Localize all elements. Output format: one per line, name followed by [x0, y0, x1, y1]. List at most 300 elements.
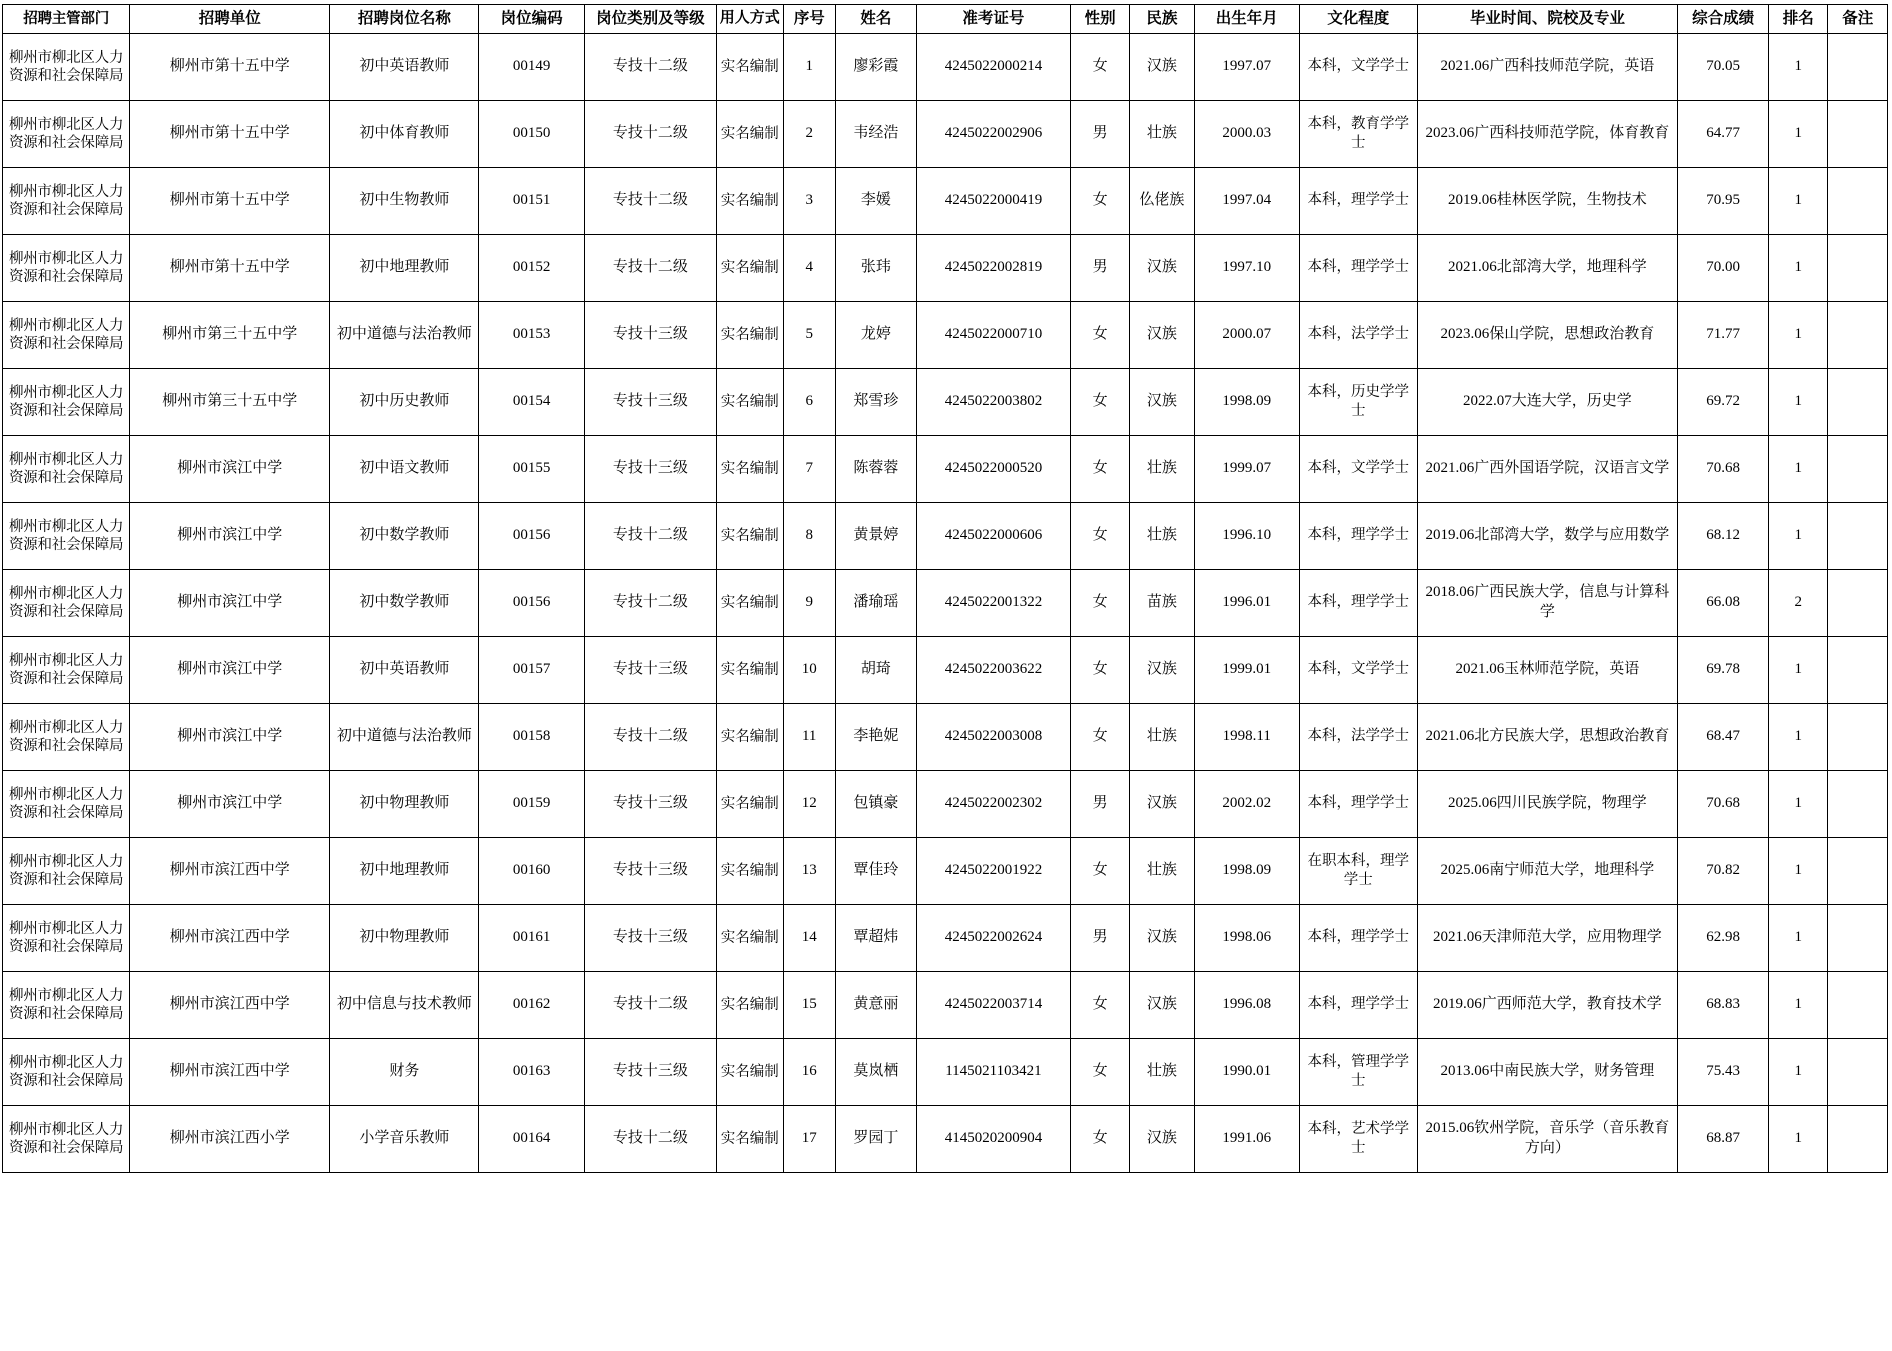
cell-name: 潘瑜瑶 — [835, 569, 916, 636]
cell-category: 专技十三级 — [584, 770, 716, 837]
column-header-graduation: 毕业时间、院校及专业 — [1417, 5, 1678, 34]
cell-seq: 16 — [783, 1038, 835, 1105]
cell-birth: 1998.09 — [1194, 837, 1299, 904]
cell-unit: 柳州市第十五中学 — [130, 100, 330, 167]
cell-seq: 9 — [783, 569, 835, 636]
cell-unit: 柳州市滨江西中学 — [130, 1038, 330, 1105]
cell-dept: 柳州市柳北区人力资源和社会保障局 — [3, 368, 130, 435]
cell-score: 70.05 — [1678, 33, 1769, 100]
cell-dept: 柳州市柳北区人力资源和社会保障局 — [3, 703, 130, 770]
cell-category: 专技十二级 — [584, 703, 716, 770]
cell-name: 廖彩霞 — [835, 33, 916, 100]
cell-category: 专技十二级 — [584, 167, 716, 234]
cell-code: 00160 — [479, 837, 584, 904]
cell-exam-no: 4245022000520 — [916, 435, 1070, 502]
cell-education: 本科，理学学士 — [1299, 971, 1417, 1038]
cell-birth: 1999.01 — [1194, 636, 1299, 703]
cell-education: 本科，理学学士 — [1299, 569, 1417, 636]
cell-name: 龙婷 — [835, 301, 916, 368]
cell-code: 00164 — [479, 1105, 584, 1172]
cell-education: 本科，管理学学士 — [1299, 1038, 1417, 1105]
cell-dept: 柳州市柳北区人力资源和社会保障局 — [3, 837, 130, 904]
cell-category: 专技十三级 — [584, 435, 716, 502]
cell-graduation: 2021.06广西外国语学院，汉语言文学 — [1417, 435, 1678, 502]
cell-education: 本科，历史学学士 — [1299, 368, 1417, 435]
cell-nation: 壮族 — [1130, 100, 1194, 167]
cell-birth: 1997.10 — [1194, 234, 1299, 301]
cell-code: 00162 — [479, 971, 584, 1038]
cell-category: 专技十二级 — [584, 100, 716, 167]
cell-unit: 柳州市滨江中学 — [130, 636, 330, 703]
cell-dept: 柳州市柳北区人力资源和社会保障局 — [3, 636, 130, 703]
cell-note — [1828, 1038, 1888, 1105]
cell-sex: 女 — [1070, 301, 1129, 368]
cell-birth: 2000.07 — [1194, 301, 1299, 368]
cell-rank: 1 — [1769, 167, 1828, 234]
cell-exam-no: 4245022002302 — [916, 770, 1070, 837]
cell-unit: 柳州市滨江西小学 — [130, 1105, 330, 1172]
cell-education: 本科，文学学士 — [1299, 435, 1417, 502]
cell-nation: 汉族 — [1130, 1105, 1194, 1172]
cell-employment: 实名编制 — [716, 703, 783, 770]
table-body — [3, 33, 1888, 1172]
cell-name: 罗园丁 — [835, 1105, 916, 1172]
cell-seq: 7 — [783, 435, 835, 502]
cell-employment: 实名编制 — [716, 1038, 783, 1105]
column-header-code: 岗位编码 — [479, 5, 584, 34]
cell-employment: 实名编制 — [716, 100, 783, 167]
cell-rank: 1 — [1769, 100, 1828, 167]
cell-code: 00157 — [479, 636, 584, 703]
column-header-dept: 招聘主管部门 — [3, 5, 130, 34]
column-header-unit: 招聘单位 — [130, 5, 330, 34]
cell-category: 专技十二级 — [584, 33, 716, 100]
cell-score: 68.83 — [1678, 971, 1769, 1038]
cell-exam-no: 4245022003802 — [916, 368, 1070, 435]
cell-note — [1828, 301, 1888, 368]
column-header-note: 备注 — [1828, 5, 1888, 34]
cell-graduation: 2013.06中南民族大学，财务管理 — [1417, 1038, 1678, 1105]
cell-note — [1828, 904, 1888, 971]
cell-graduation: 2022.07大连大学，历史学 — [1417, 368, 1678, 435]
cell-graduation: 2021.06天津师范大学，应用物理学 — [1417, 904, 1678, 971]
cell-rank: 1 — [1769, 971, 1828, 1038]
cell-unit: 柳州市滨江中学 — [130, 435, 330, 502]
cell-exam-no: 4245022000606 — [916, 502, 1070, 569]
cell-score: 70.68 — [1678, 435, 1769, 502]
cell-unit: 柳州市滨江中学 — [130, 770, 330, 837]
cell-seq: 6 — [783, 368, 835, 435]
cell-education: 本科，法学学士 — [1299, 703, 1417, 770]
cell-post: 初中英语教师 — [330, 33, 479, 100]
cell-post: 初中物理教师 — [330, 770, 479, 837]
cell-note — [1828, 100, 1888, 167]
cell-nation: 汉族 — [1130, 234, 1194, 301]
cell-post: 初中物理教师 — [330, 904, 479, 971]
cell-graduation: 2019.06广西师范大学，教育技术学 — [1417, 971, 1678, 1038]
cell-exam-no: 4245022003008 — [916, 703, 1070, 770]
cell-post: 初中英语教师 — [330, 636, 479, 703]
table-row — [3, 971, 1888, 1038]
cell-category: 专技十二级 — [584, 234, 716, 301]
cell-seq: 15 — [783, 971, 835, 1038]
cell-birth: 1998.09 — [1194, 368, 1299, 435]
table-row — [3, 569, 1888, 636]
cell-sex: 女 — [1070, 33, 1129, 100]
cell-code: 00155 — [479, 435, 584, 502]
cell-dept: 柳州市柳北区人力资源和社会保障局 — [3, 1038, 130, 1105]
cell-score: 68.12 — [1678, 502, 1769, 569]
cell-dept: 柳州市柳北区人力资源和社会保障局 — [3, 33, 130, 100]
cell-score: 71.77 — [1678, 301, 1769, 368]
cell-code: 00159 — [479, 770, 584, 837]
cell-seq: 4 — [783, 234, 835, 301]
cell-graduation: 2021.06北部湾大学，地理科学 — [1417, 234, 1678, 301]
cell-dept: 柳州市柳北区人力资源和社会保障局 — [3, 569, 130, 636]
cell-seq: 3 — [783, 167, 835, 234]
cell-post: 小学音乐教师 — [330, 1105, 479, 1172]
cell-unit: 柳州市第十五中学 — [130, 167, 330, 234]
cell-rank: 1 — [1769, 234, 1828, 301]
cell-birth: 1998.11 — [1194, 703, 1299, 770]
cell-score: 75.43 — [1678, 1038, 1769, 1105]
cell-education: 本科，教育学学士 — [1299, 100, 1417, 167]
cell-name: 胡琦 — [835, 636, 916, 703]
cell-employment: 实名编制 — [716, 569, 783, 636]
cell-seq: 17 — [783, 1105, 835, 1172]
cell-name: 莫岚栖 — [835, 1038, 916, 1105]
cell-unit: 柳州市滨江中学 — [130, 502, 330, 569]
column-header-score: 综合成绩 — [1678, 5, 1769, 34]
cell-birth: 1991.06 — [1194, 1105, 1299, 1172]
cell-note — [1828, 435, 1888, 502]
cell-birth: 1996.01 — [1194, 569, 1299, 636]
cell-dept: 柳州市柳北区人力资源和社会保障局 — [3, 971, 130, 1038]
cell-nation: 壮族 — [1130, 435, 1194, 502]
cell-unit: 柳州市滨江中学 — [130, 569, 330, 636]
cell-graduation: 2025.06南宁师范大学，地理科学 — [1417, 837, 1678, 904]
cell-rank: 1 — [1769, 368, 1828, 435]
cell-category: 专技十三级 — [584, 636, 716, 703]
cell-post: 初中生物教师 — [330, 167, 479, 234]
cell-nation: 壮族 — [1130, 837, 1194, 904]
cell-birth: 1990.01 — [1194, 1038, 1299, 1105]
table-row — [3, 502, 1888, 569]
cell-note — [1828, 636, 1888, 703]
cell-seq: 1 — [783, 33, 835, 100]
cell-name: 包镇豪 — [835, 770, 916, 837]
cell-name: 郑雪珍 — [835, 368, 916, 435]
cell-category: 专技十三级 — [584, 1038, 716, 1105]
cell-exam-no: 1145021103421 — [916, 1038, 1070, 1105]
cell-exam-no: 4245022001922 — [916, 837, 1070, 904]
cell-name: 黄意丽 — [835, 971, 916, 1038]
cell-score: 70.82 — [1678, 837, 1769, 904]
cell-post: 初中道德与法治教师 — [330, 301, 479, 368]
cell-education: 本科，理学学士 — [1299, 904, 1417, 971]
cell-code: 00156 — [479, 569, 584, 636]
cell-dept: 柳州市柳北区人力资源和社会保障局 — [3, 100, 130, 167]
cell-score: 70.95 — [1678, 167, 1769, 234]
cell-code: 00163 — [479, 1038, 584, 1105]
cell-sex: 女 — [1070, 1105, 1129, 1172]
cell-exam-no: 4245022000710 — [916, 301, 1070, 368]
cell-dept: 柳州市柳北区人力资源和社会保障局 — [3, 301, 130, 368]
cell-note — [1828, 33, 1888, 100]
cell-nation: 汉族 — [1130, 301, 1194, 368]
cell-seq: 12 — [783, 770, 835, 837]
cell-seq: 10 — [783, 636, 835, 703]
cell-score: 64.77 — [1678, 100, 1769, 167]
cell-nation: 汉族 — [1130, 33, 1194, 100]
cell-exam-no: 4245022002624 — [916, 904, 1070, 971]
cell-employment: 实名编制 — [716, 502, 783, 569]
cell-education: 本科，理学学士 — [1299, 234, 1417, 301]
cell-name: 李媛 — [835, 167, 916, 234]
cell-exam-no: 4145020200904 — [916, 1105, 1070, 1172]
cell-employment: 实名编制 — [716, 368, 783, 435]
cell-graduation: 2019.06北部湾大学，数学与应用数学 — [1417, 502, 1678, 569]
cell-post: 初中数学教师 — [330, 502, 479, 569]
cell-note — [1828, 569, 1888, 636]
cell-exam-no: 4245022003622 — [916, 636, 1070, 703]
cell-code: 00153 — [479, 301, 584, 368]
column-header-seq: 序号 — [783, 5, 835, 34]
cell-nation: 仫佬族 — [1130, 167, 1194, 234]
cell-education: 本科，艺术学学士 — [1299, 1105, 1417, 1172]
cell-note — [1828, 770, 1888, 837]
cell-education: 本科，理学学士 — [1299, 502, 1417, 569]
cell-name: 韦经浩 — [835, 100, 916, 167]
cell-sex: 男 — [1070, 100, 1129, 167]
cell-score: 68.87 — [1678, 1105, 1769, 1172]
cell-graduation: 2023.06保山学院，思想政治教育 — [1417, 301, 1678, 368]
cell-post: 初中地理教师 — [330, 837, 479, 904]
table-row — [3, 904, 1888, 971]
cell-dept: 柳州市柳北区人力资源和社会保障局 — [3, 770, 130, 837]
cell-seq: 5 — [783, 301, 835, 368]
cell-exam-no: 4245022002906 — [916, 100, 1070, 167]
column-header-name: 姓名 — [835, 5, 916, 34]
cell-employment: 实名编制 — [716, 234, 783, 301]
cell-exam-no: 4245022000214 — [916, 33, 1070, 100]
cell-code: 00152 — [479, 234, 584, 301]
cell-post: 初中历史教师 — [330, 368, 479, 435]
cell-rank: 2 — [1769, 569, 1828, 636]
cell-code: 00149 — [479, 33, 584, 100]
cell-code: 00150 — [479, 100, 584, 167]
cell-category: 专技十三级 — [584, 301, 716, 368]
cell-note — [1828, 368, 1888, 435]
cell-note — [1828, 502, 1888, 569]
table-row — [3, 33, 1888, 100]
cell-nation: 壮族 — [1130, 1038, 1194, 1105]
cell-nation: 汉族 — [1130, 770, 1194, 837]
cell-seq: 8 — [783, 502, 835, 569]
cell-code: 00161 — [479, 904, 584, 971]
column-header-nation: 民族 — [1130, 5, 1194, 34]
cell-note — [1828, 837, 1888, 904]
cell-score: 62.98 — [1678, 904, 1769, 971]
table-row — [3, 1038, 1888, 1105]
cell-birth: 1996.08 — [1194, 971, 1299, 1038]
cell-seq: 14 — [783, 904, 835, 971]
cell-graduation: 2018.06广西民族大学，信息与计算科学 — [1417, 569, 1678, 636]
cell-post: 财务 — [330, 1038, 479, 1105]
cell-unit: 柳州市第三十五中学 — [130, 301, 330, 368]
column-header-education: 文化程度 — [1299, 5, 1417, 34]
cell-name: 张玮 — [835, 234, 916, 301]
cell-score: 68.47 — [1678, 703, 1769, 770]
cell-unit: 柳州市第十五中学 — [130, 234, 330, 301]
cell-category: 专技十二级 — [584, 502, 716, 569]
cell-sex: 女 — [1070, 636, 1129, 703]
cell-birth: 1997.04 — [1194, 167, 1299, 234]
column-header-exam-no: 准考证号 — [916, 5, 1070, 34]
cell-unit: 柳州市滨江西中学 — [130, 971, 330, 1038]
cell-graduation: 2025.06四川民族学院，物理学 — [1417, 770, 1678, 837]
cell-note — [1828, 971, 1888, 1038]
cell-post: 初中语文教师 — [330, 435, 479, 502]
cell-rank: 1 — [1769, 502, 1828, 569]
cell-dept: 柳州市柳北区人力资源和社会保障局 — [3, 1105, 130, 1172]
cell-category: 专技十三级 — [584, 904, 716, 971]
column-header-birth: 出生年月 — [1194, 5, 1299, 34]
cell-sex: 女 — [1070, 971, 1129, 1038]
cell-rank: 1 — [1769, 33, 1828, 100]
cell-score: 70.00 — [1678, 234, 1769, 301]
cell-sex: 女 — [1070, 502, 1129, 569]
cell-sex: 男 — [1070, 904, 1129, 971]
cell-post: 初中体育教师 — [330, 100, 479, 167]
header-row — [3, 5, 1888, 34]
cell-education: 在职本科，理学学士 — [1299, 837, 1417, 904]
cell-nation: 汉族 — [1130, 971, 1194, 1038]
column-header-category: 岗位类别及等级 — [584, 5, 716, 34]
cell-score: 69.72 — [1678, 368, 1769, 435]
cell-employment: 实名编制 — [716, 1105, 783, 1172]
cell-rank: 1 — [1769, 837, 1828, 904]
column-header-post: 招聘岗位名称 — [330, 5, 479, 34]
cell-rank: 1 — [1769, 904, 1828, 971]
cell-education: 本科，文学学士 — [1299, 33, 1417, 100]
cell-post: 初中道德与法治教师 — [330, 703, 479, 770]
cell-nation: 壮族 — [1130, 502, 1194, 569]
cell-education: 本科，法学学士 — [1299, 301, 1417, 368]
table-row — [3, 770, 1888, 837]
cell-unit: 柳州市滨江西中学 — [130, 837, 330, 904]
cell-exam-no: 4245022001322 — [916, 569, 1070, 636]
cell-seq: 2 — [783, 100, 835, 167]
cell-dept: 柳州市柳北区人力资源和社会保障局 — [3, 904, 130, 971]
column-header-employment: 用人方式 — [716, 5, 783, 34]
cell-post: 初中信息与技术教师 — [330, 971, 479, 1038]
table-row — [3, 234, 1888, 301]
cell-employment: 实名编制 — [716, 167, 783, 234]
column-header-rank: 排名 — [1769, 5, 1828, 34]
cell-rank: 1 — [1769, 636, 1828, 703]
cell-education: 本科，文学学士 — [1299, 636, 1417, 703]
cell-note — [1828, 1105, 1888, 1172]
cell-birth: 1999.07 — [1194, 435, 1299, 502]
cell-code: 00154 — [479, 368, 584, 435]
cell-exam-no: 4245022000419 — [916, 167, 1070, 234]
cell-nation: 汉族 — [1130, 636, 1194, 703]
cell-sex: 女 — [1070, 368, 1129, 435]
cell-employment: 实名编制 — [716, 636, 783, 703]
cell-exam-no: 4245022002819 — [916, 234, 1070, 301]
cell-sex: 女 — [1070, 167, 1129, 234]
cell-employment: 实名编制 — [716, 971, 783, 1038]
cell-birth: 2000.03 — [1194, 100, 1299, 167]
cell-unit: 柳州市滨江中学 — [130, 703, 330, 770]
cell-graduation: 2015.06钦州学院，音乐学（音乐教育方向） — [1417, 1105, 1678, 1172]
cell-employment: 实名编制 — [716, 837, 783, 904]
cell-score: 70.68 — [1678, 770, 1769, 837]
cell-exam-no: 4245022003714 — [916, 971, 1070, 1038]
cell-graduation: 2021.06北方民族大学，思想政治教育 — [1417, 703, 1678, 770]
cell-nation: 汉族 — [1130, 368, 1194, 435]
cell-education: 本科，理学学士 — [1299, 167, 1417, 234]
cell-education: 本科，理学学士 — [1299, 770, 1417, 837]
cell-graduation: 2019.06桂林医学院，生物技术 — [1417, 167, 1678, 234]
cell-name: 黄景婷 — [835, 502, 916, 569]
cell-dept: 柳州市柳北区人力资源和社会保障局 — [3, 234, 130, 301]
table-row — [3, 1105, 1888, 1172]
cell-graduation: 2021.06广西科技师范学院，英语 — [1417, 33, 1678, 100]
cell-score: 69.78 — [1678, 636, 1769, 703]
table-row — [3, 301, 1888, 368]
cell-sex: 女 — [1070, 1038, 1129, 1105]
cell-unit: 柳州市滨江西中学 — [130, 904, 330, 971]
table-header — [3, 5, 1888, 34]
cell-nation: 苗族 — [1130, 569, 1194, 636]
cell-rank: 1 — [1769, 1105, 1828, 1172]
cell-sex: 女 — [1070, 569, 1129, 636]
cell-unit: 柳州市第三十五中学 — [130, 368, 330, 435]
cell-sex: 男 — [1070, 770, 1129, 837]
cell-post: 初中数学教师 — [330, 569, 479, 636]
cell-birth: 1997.07 — [1194, 33, 1299, 100]
cell-score: 66.08 — [1678, 569, 1769, 636]
cell-seq: 13 — [783, 837, 835, 904]
cell-rank: 1 — [1769, 1038, 1828, 1105]
cell-birth: 2002.02 — [1194, 770, 1299, 837]
cell-employment: 实名编制 — [716, 770, 783, 837]
cell-sex: 女 — [1070, 703, 1129, 770]
cell-graduation: 2023.06广西科技师范学院，体育教育 — [1417, 100, 1678, 167]
cell-rank: 1 — [1769, 435, 1828, 502]
cell-note — [1828, 167, 1888, 234]
cell-dept: 柳州市柳北区人力资源和社会保障局 — [3, 167, 130, 234]
cell-nation: 汉族 — [1130, 904, 1194, 971]
cell-nation: 壮族 — [1130, 703, 1194, 770]
cell-employment: 实名编制 — [716, 904, 783, 971]
cell-category: 专技十二级 — [584, 971, 716, 1038]
cell-name: 覃佳玲 — [835, 837, 916, 904]
recruitment-results-table — [2, 4, 1888, 1173]
cell-birth: 1996.10 — [1194, 502, 1299, 569]
cell-employment: 实名编制 — [716, 435, 783, 502]
table-row — [3, 368, 1888, 435]
cell-unit: 柳州市第十五中学 — [130, 33, 330, 100]
cell-employment: 实名编制 — [716, 33, 783, 100]
cell-name: 覃超炜 — [835, 904, 916, 971]
cell-note — [1828, 703, 1888, 770]
cell-name: 李艳妮 — [835, 703, 916, 770]
cell-name: 陈蓉蓉 — [835, 435, 916, 502]
cell-graduation: 2021.06玉林师范学院，英语 — [1417, 636, 1678, 703]
